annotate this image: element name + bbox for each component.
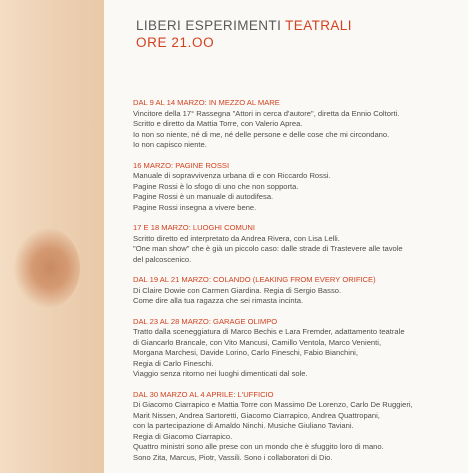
event-description-line: Pagine Rossi è un manuale di autodifesa. <box>133 192 274 201</box>
event-description-line: "One man show" che è già un piccolo caso: dalle strade di Trastevere alle tavole <box>133 244 403 253</box>
event-description-line: Marit Nissen, Andrea Sartoretti, Giacomo Ciarrapico, Andrea Quattropani, <box>133 410 380 420</box>
event-item <box>133 223 463 265</box>
event-description-line: Pagine Rossi insegna a vivere bene. <box>133 202 257 212</box>
event-item <box>133 161 463 214</box>
event-title: DAL 30 MARZO AL 4 APRILE: L'UFFICIO <box>133 389 274 399</box>
event-description-line: Tratto dalla sceneggiatura di Marco Bechis e Lara Fremder, adattamento teatrale <box>133 327 405 336</box>
event-title: DAL 9 AL 14 MARZO: IN MEZZO AL MARE <box>133 98 280 107</box>
event-description-line: Viaggio senza ritorno nei luoghi dimenticati dal sole. <box>133 369 308 378</box>
decorative-photo-detail <box>14 228 80 308</box>
event-description-line: Sono Zita, Marcus, Piotr, Vassili. Sono i collaboratori di Dio. <box>133 452 333 462</box>
event-title: 16 MARZO: PAGINE ROSSI <box>133 160 230 170</box>
left-image-panel <box>0 0 104 473</box>
event-list <box>133 98 463 473</box>
event-description-line: Di Claire Dowie con Carmen Giardina. Regia di Sergio Basso. <box>133 285 342 295</box>
event-description-line: Io non so niente, né di me, né delle persone e delle cose che mi circondano. <box>133 129 390 139</box>
event-description-line: Di Giacomo Ciarrapico e Mattia Torre con Massimo De Lorenzo, Carlo De Ruggieri, <box>133 400 413 409</box>
event-description-line: Regia di Carlo Fineschi. <box>133 358 214 368</box>
event-title: DAL 19 AL 21 MARZO: COLANDO (LEAKING FROM EVERY ORIFICE) <box>133 275 376 284</box>
event-title: 17 E 18 MARZO: LUOGHI COMUNI <box>133 223 255 232</box>
event-item <box>133 98 463 151</box>
event-description-line: con la partecipazione di Amaldo Ninchi. Musiche Giuliano Taviani. <box>133 421 354 430</box>
event-description-line: Scritto diretto ed interpretato da Andrea Rivera, con Lisa Lelli. <box>133 233 340 243</box>
event-description-line: del palcoscenico. <box>133 254 192 264</box>
header-title <box>136 18 352 33</box>
event-item <box>133 275 463 307</box>
header-title-part2: TEATRALI <box>285 18 352 33</box>
event-description-line: Vincitore della 17° Rassegna "Attori in cerca d'autore", diretta da Ennio Coltorti. <box>133 108 400 118</box>
event-item <box>133 317 463 380</box>
header-title-part1: LIBERI ESPERIMENTI <box>136 18 282 33</box>
event-description-line: Morgana Marchesi, Davide Lorino, Carlo Fineschi, Fabio Bianchini, <box>133 348 358 357</box>
event-description-line: Come dire alla tua ragazza che sei rimasta incinta. <box>133 296 304 305</box>
event-description-line: Regia di Giacomo Ciarrapico. <box>133 431 233 441</box>
event-description-line: Manuale di sopravvivenza urbana di e con Riccardo Rossi. <box>133 171 331 180</box>
event-description-line: Quattro ministri sono alle prese con un mondo che è sfuggito loro di mano. <box>133 442 384 451</box>
event-description-line: Io non capisco niente. <box>133 140 207 149</box>
event-description-line: di Giancarlo Brancale, con Vito Mancusi, Camillo Ventola, Marco Venienti, <box>133 337 382 347</box>
page-header <box>136 18 352 50</box>
event-item <box>133 390 463 464</box>
event-description-line: Scritto e diretto da Mattia Torre, con Valerio Aprea. <box>133 119 303 128</box>
event-description-line: Pagine Rossi è lo sfogo di uno che non sopporta. <box>133 181 299 191</box>
event-title: DAL 23 AL 28 MARZO: GARAGE OLIMPO <box>133 316 278 326</box>
header-time: ORE 21.OO <box>136 35 215 50</box>
